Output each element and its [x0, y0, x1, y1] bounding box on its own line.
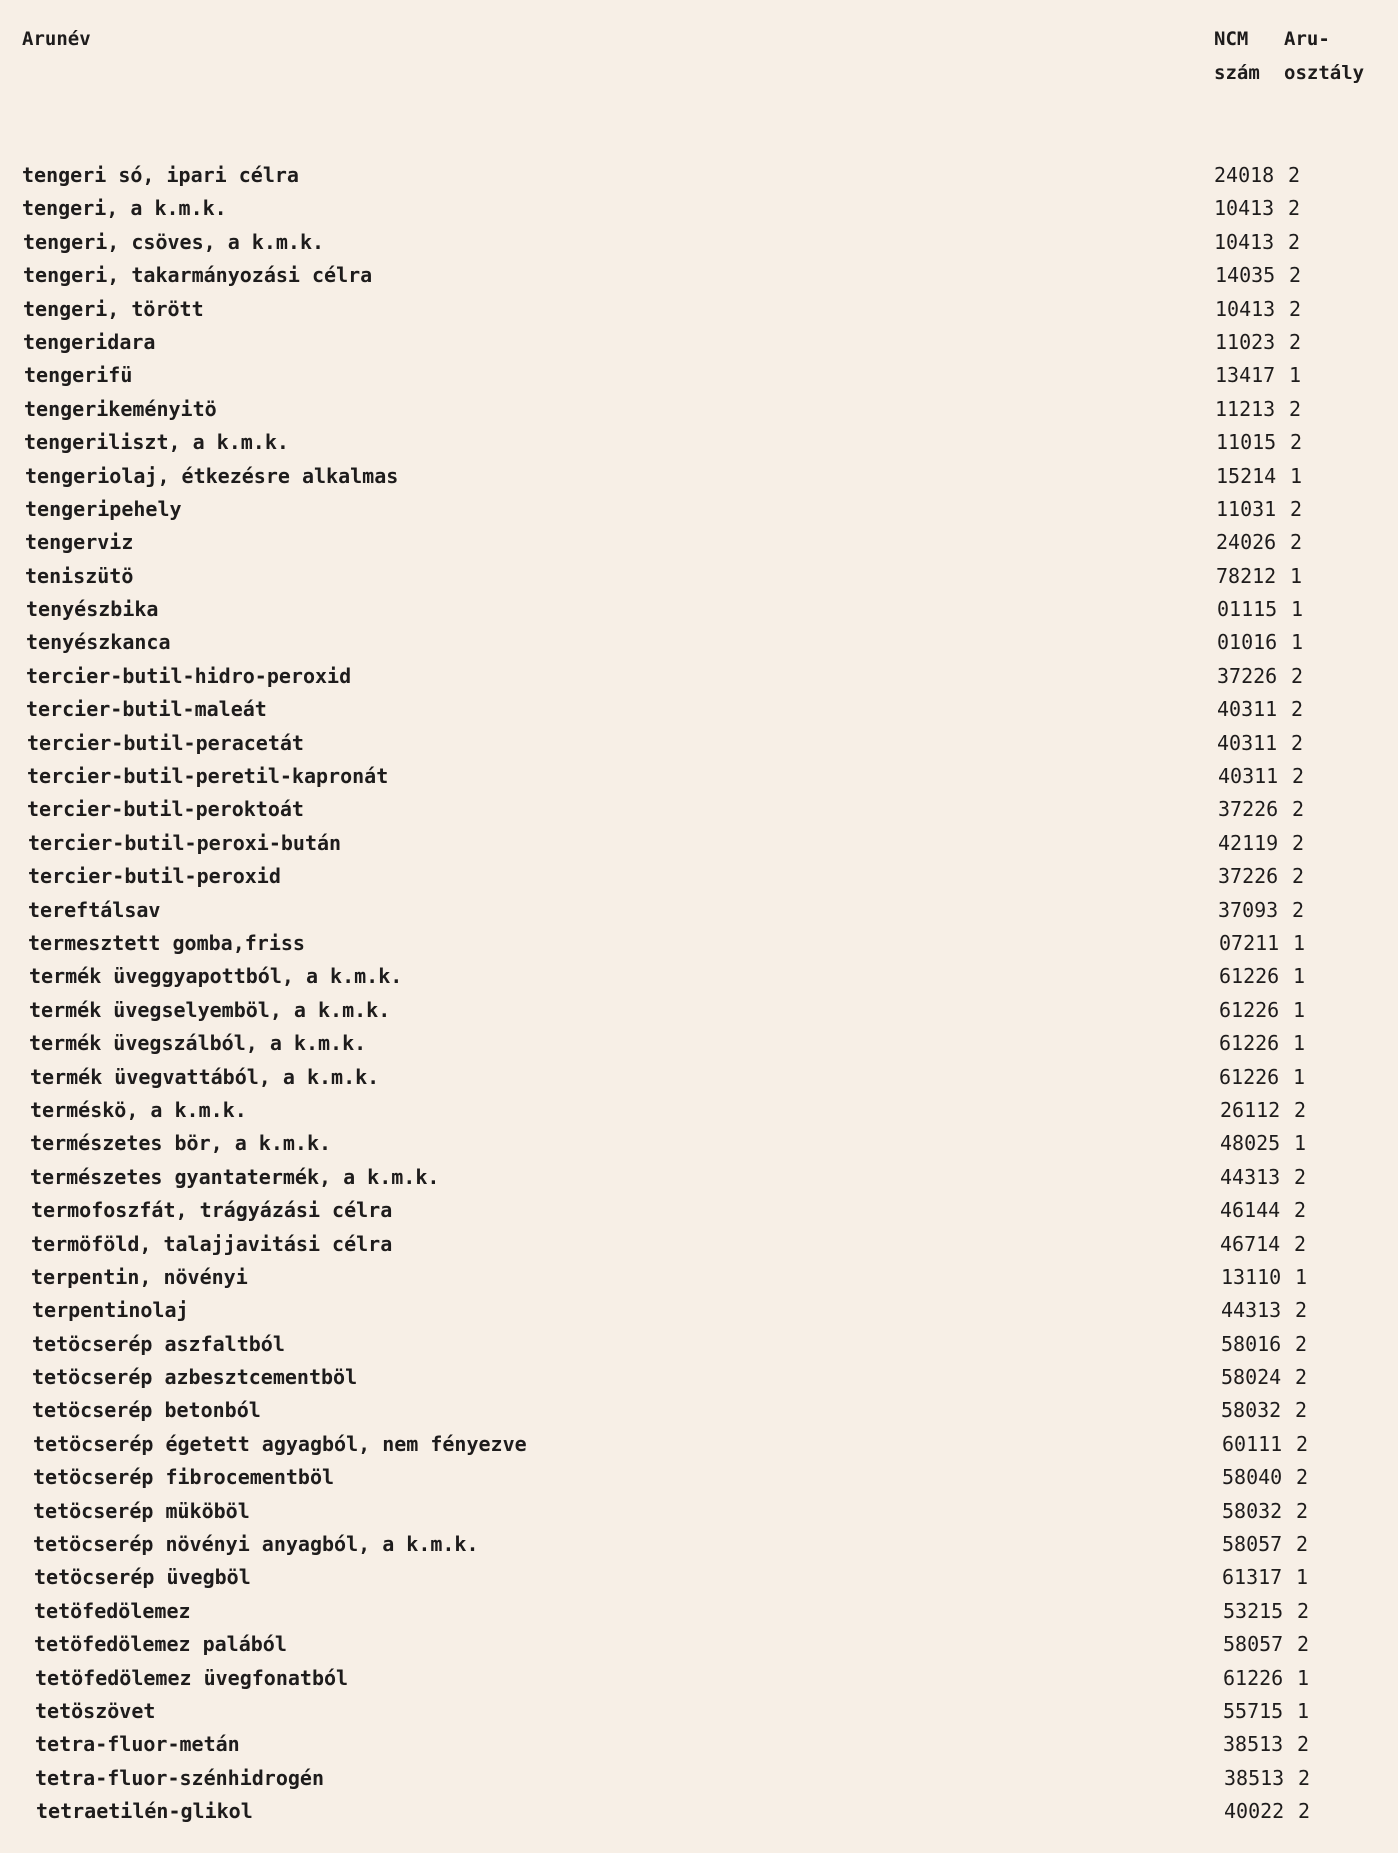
ncm-number: 42119	[1218, 830, 1279, 855]
ncm-number: 58057	[1223, 1632, 1284, 1657]
ncm-number: 38513	[1223, 1732, 1284, 1757]
ncm-number: 58057	[1222, 1532, 1283, 1557]
product-list	[0, 160, 1398, 1830]
list-item	[0, 1362, 1398, 1395]
ncm-number: 46144	[1220, 1198, 1281, 1223]
list-item	[0, 594, 1398, 627]
product-class: 1	[1293, 1064, 1306, 1089]
product-name: tengeri, a k.m.k.	[22, 196, 227, 221]
product-name: tenyészbika	[26, 597, 159, 622]
ncm-number: 60111	[1222, 1431, 1283, 1456]
product-name: tengeri, takarmányozási célra	[23, 263, 373, 288]
product-name: tengeriolaj, étkezésre alkalmas	[25, 463, 399, 488]
product-class: 2	[1290, 530, 1303, 555]
product-name: tengeriliszt, a k.m.k.	[24, 430, 289, 455]
product-class: 1	[1289, 363, 1302, 388]
product-name: tetra-fluor-szénhidrogén	[35, 1765, 324, 1790]
column-header-class	[1284, 22, 1364, 90]
product-name: tetöfedölemez	[34, 1598, 191, 1623]
list-item	[0, 1562, 1398, 1595]
ncm-number: 61226	[1219, 1031, 1280, 1056]
list-item	[0, 961, 1398, 994]
product-class: 2	[1294, 1097, 1307, 1122]
product-class: 2	[1296, 1465, 1309, 1490]
list-item	[0, 494, 1398, 527]
product-class: 2	[1288, 229, 1301, 254]
ncm-number: 40311	[1217, 697, 1278, 722]
product-class: 2	[1295, 1398, 1308, 1423]
ncm-number: 44313	[1220, 1164, 1281, 1189]
ncm-number: 11031	[1216, 496, 1277, 521]
ncm-number: 13110	[1221, 1264, 1282, 1289]
list-item	[0, 1195, 1398, 1228]
product-name: tetöfedölemez üvegfonatból	[35, 1665, 349, 1690]
product-name: tengeri, törött	[23, 296, 204, 321]
product-name: teniszütö	[25, 563, 134, 588]
product-class: 2	[1290, 430, 1303, 455]
list-item	[0, 861, 1398, 894]
product-name: tercier-butil-maleát	[26, 697, 267, 722]
list-item	[0, 394, 1398, 427]
product-name: tengeri, csöves, a k.m.k.	[23, 229, 325, 254]
list-item	[0, 1496, 1398, 1529]
product-class: 2	[1288, 196, 1301, 221]
ncm-number: 14035	[1215, 263, 1276, 288]
ncm-number: 15214	[1216, 463, 1277, 488]
column-header-name: Arunév	[22, 28, 91, 50]
list-item	[0, 1162, 1398, 1195]
product-class: 2	[1289, 296, 1302, 321]
product-name: tereftálsav	[28, 897, 161, 922]
product-name: tetöcserép üvegböl	[34, 1565, 251, 1590]
list-item	[0, 1295, 1398, 1328]
ncm-number: 61226	[1219, 964, 1280, 989]
product-class: 1	[1297, 1698, 1310, 1723]
product-class: 2	[1292, 897, 1305, 922]
list-item	[0, 1796, 1398, 1829]
product-class: 2	[1294, 1231, 1307, 1256]
product-class: 2	[1289, 263, 1302, 288]
product-class: 1	[1290, 463, 1303, 488]
list-item	[0, 227, 1398, 260]
product-class: 1	[1293, 964, 1306, 989]
ncm-number: 58032	[1221, 1398, 1282, 1423]
ncm-number: 53215	[1223, 1598, 1284, 1623]
product-class: 2	[1288, 163, 1301, 187]
list-item	[0, 527, 1398, 560]
ncm-number: 58016	[1221, 1331, 1282, 1356]
column-header-ncm-line2: szám	[1214, 62, 1260, 84]
list-item	[0, 1028, 1398, 1061]
product-name: tetöcserép azbesztcementböl	[32, 1365, 358, 1390]
ncm-number: 11213	[1215, 396, 1276, 421]
list-item	[0, 1262, 1398, 1295]
list-item	[0, 561, 1398, 594]
list-item	[0, 794, 1398, 827]
column-header-class-line2: osztály	[1284, 62, 1365, 84]
ncm-number: 01016	[1217, 630, 1278, 655]
product-class: 2	[1291, 730, 1304, 755]
column-header-ncm-line1: NCM	[1214, 28, 1249, 50]
product-name: tengeripehely	[25, 496, 182, 521]
list-item	[0, 1663, 1398, 1696]
product-name: tetöcserép fibrocementböl	[33, 1465, 335, 1490]
product-class: 2	[1291, 663, 1304, 688]
product-class: 1	[1290, 563, 1303, 588]
ncm-number: 46714	[1220, 1231, 1281, 1256]
product-class: 2	[1296, 1498, 1309, 1523]
ncm-number: 40311	[1217, 730, 1278, 755]
product-name: tengerikeményitö	[24, 396, 217, 421]
product-name: terpentin, növényi	[31, 1264, 248, 1289]
list-item	[0, 160, 1398, 193]
column-header-class-line1: Aru-	[1284, 28, 1330, 50]
product-class: 1	[1291, 630, 1304, 655]
product-name: tercier-butil-peroktoát	[27, 797, 304, 822]
product-class: 2	[1292, 864, 1305, 889]
list-item	[0, 995, 1398, 1028]
product-class: 2	[1295, 1365, 1308, 1390]
ncm-number: 40311	[1218, 764, 1279, 789]
product-name: termék üvegvattából, a k.m.k.	[30, 1064, 380, 1089]
product-name: tercier-butil-peroxid	[28, 864, 281, 889]
product-class: 2	[1297, 1632, 1310, 1657]
list-item	[0, 427, 1398, 460]
product-name: tercier-butil-hidro-peroxid	[26, 663, 352, 688]
list-item	[0, 1629, 1398, 1662]
ncm-number: 11015	[1216, 430, 1277, 455]
product-name: tercier-butil-peracetát	[27, 730, 304, 755]
product-name: tetöcserép müköböl	[33, 1498, 250, 1523]
column-header-ncm	[1214, 22, 1260, 90]
product-name: tetöfedölemez palából	[34, 1632, 287, 1657]
ncm-number: 58040	[1222, 1465, 1283, 1490]
product-name: termofoszfát, trágyázási célra	[31, 1198, 393, 1223]
product-name: tengeri só, ipari célra	[22, 163, 299, 187]
product-class: 2	[1292, 830, 1305, 855]
product-name: tetra-fluor-metán	[35, 1732, 240, 1757]
ncm-number: 11023	[1215, 329, 1276, 354]
list-item	[0, 627, 1398, 660]
product-name: tengerifü	[24, 363, 133, 388]
product-class: 2	[1295, 1298, 1308, 1323]
product-name: természetes gyantatermék, a k.m.k.	[30, 1164, 440, 1189]
product-name: termöföld, talajjavitási célra	[31, 1231, 393, 1256]
product-class: 2	[1294, 1164, 1307, 1189]
list-item	[0, 1229, 1398, 1262]
list-item	[0, 461, 1398, 494]
ncm-number: 61317	[1222, 1565, 1283, 1590]
product-class: 1	[1293, 997, 1306, 1022]
list-item	[0, 1128, 1398, 1161]
product-class: 2	[1289, 396, 1302, 421]
list-item	[0, 1462, 1398, 1495]
ncm-number: 55715	[1223, 1698, 1284, 1723]
list-item	[0, 1763, 1398, 1796]
ncm-number: 44313	[1221, 1298, 1282, 1323]
ncm-number: 10413	[1215, 296, 1276, 321]
product-name: tercier-butil-peretil-kapronát	[27, 764, 389, 789]
product-name: tercier-butil-peroxi-bután	[28, 830, 342, 855]
list-item	[0, 1095, 1398, 1128]
list-item	[0, 193, 1398, 226]
list-item	[0, 661, 1398, 694]
ncm-number: 48025	[1220, 1131, 1281, 1156]
product-name: tetöcserép növényi anyagból, a k.m.k.	[33, 1532, 479, 1557]
ncm-number: 10413	[1214, 196, 1275, 221]
ncm-number: 37226	[1218, 864, 1279, 889]
product-class: 1	[1297, 1665, 1310, 1690]
product-class: 1	[1296, 1565, 1309, 1590]
list-item	[0, 1062, 1398, 1095]
product-class: 2	[1291, 697, 1304, 722]
product-class: 2	[1297, 1598, 1310, 1623]
product-name: természetes bör, a k.m.k.	[30, 1131, 332, 1156]
list-item	[0, 260, 1398, 293]
list-item	[0, 360, 1398, 393]
list-item	[0, 694, 1398, 727]
product-name: tengeridara	[23, 329, 156, 354]
product-class: 1	[1293, 930, 1306, 955]
ncm-number: 58032	[1222, 1498, 1283, 1523]
product-class: 1	[1295, 1264, 1308, 1289]
list-item	[0, 1729, 1398, 1762]
product-class: 2	[1297, 1732, 1310, 1757]
product-name: terpentinolaj	[32, 1298, 189, 1323]
ncm-number: 78212	[1216, 563, 1277, 588]
list-item	[0, 728, 1398, 761]
product-class: 2	[1298, 1799, 1311, 1824]
list-item	[0, 1529, 1398, 1562]
ncm-number: 37226	[1217, 663, 1278, 688]
ncm-number: 37093	[1218, 897, 1279, 922]
product-class: 2	[1296, 1431, 1309, 1456]
product-class: 1	[1293, 1031, 1306, 1056]
product-name: tetöcserép betonból	[32, 1398, 261, 1423]
product-class: 2	[1296, 1532, 1309, 1557]
list-item	[0, 327, 1398, 360]
product-name: tenyészkanca	[26, 630, 171, 655]
product-class: 2	[1292, 764, 1305, 789]
ncm-number: 24018	[1214, 163, 1275, 187]
ncm-number: 37226	[1218, 797, 1279, 822]
ncm-number: 26112	[1220, 1097, 1281, 1122]
product-class: 2	[1294, 1198, 1307, 1223]
product-name: termék üvegselyemböl, a k.m.k.	[29, 997, 391, 1022]
ncm-number: 61226	[1223, 1665, 1284, 1690]
list-item	[0, 294, 1398, 327]
list-item	[0, 828, 1398, 861]
product-class: 1	[1294, 1131, 1307, 1156]
product-name: termesztett gomba,friss	[28, 930, 305, 955]
ncm-number: 40022	[1224, 1799, 1285, 1824]
list-item	[0, 1395, 1398, 1428]
ncm-number: 24026	[1216, 530, 1277, 555]
list-item	[0, 928, 1398, 961]
product-name: tetöcserép aszfaltból	[32, 1331, 285, 1356]
list-item	[0, 895, 1398, 928]
ncm-number: 61226	[1219, 1064, 1280, 1089]
product-class: 2	[1292, 797, 1305, 822]
ncm-number: 10413	[1214, 229, 1275, 254]
ncm-number: 07211	[1219, 930, 1280, 955]
product-name: termék üveggyapottból, a k.m.k.	[29, 964, 403, 989]
product-name: termék üvegszálból, a k.m.k.	[29, 1031, 367, 1056]
product-name: tetraetilén-glikol	[36, 1799, 253, 1824]
list-item	[0, 1429, 1398, 1462]
product-class: 2	[1289, 329, 1302, 354]
ncm-number: 61226	[1219, 997, 1280, 1022]
list-item	[0, 1596, 1398, 1629]
ncm-number: 58024	[1221, 1365, 1282, 1390]
ncm-number: 01115	[1217, 597, 1278, 622]
list-item	[0, 1329, 1398, 1362]
product-name: tetöcserép égetett agyagból, nem fényezve	[33, 1431, 527, 1456]
product-class: 1	[1291, 597, 1304, 622]
product-name: tengerviz	[25, 530, 134, 555]
product-name: tetöszövet	[35, 1698, 156, 1723]
product-class: 2	[1295, 1331, 1308, 1356]
list-item	[0, 1696, 1398, 1729]
product-class: 2	[1298, 1765, 1311, 1790]
product-class: 2	[1290, 496, 1303, 521]
ncm-number: 38513	[1224, 1765, 1285, 1790]
list-item	[0, 761, 1398, 794]
product-name: terméskö, a k.m.k.	[30, 1097, 247, 1122]
ncm-number: 13417	[1215, 363, 1276, 388]
